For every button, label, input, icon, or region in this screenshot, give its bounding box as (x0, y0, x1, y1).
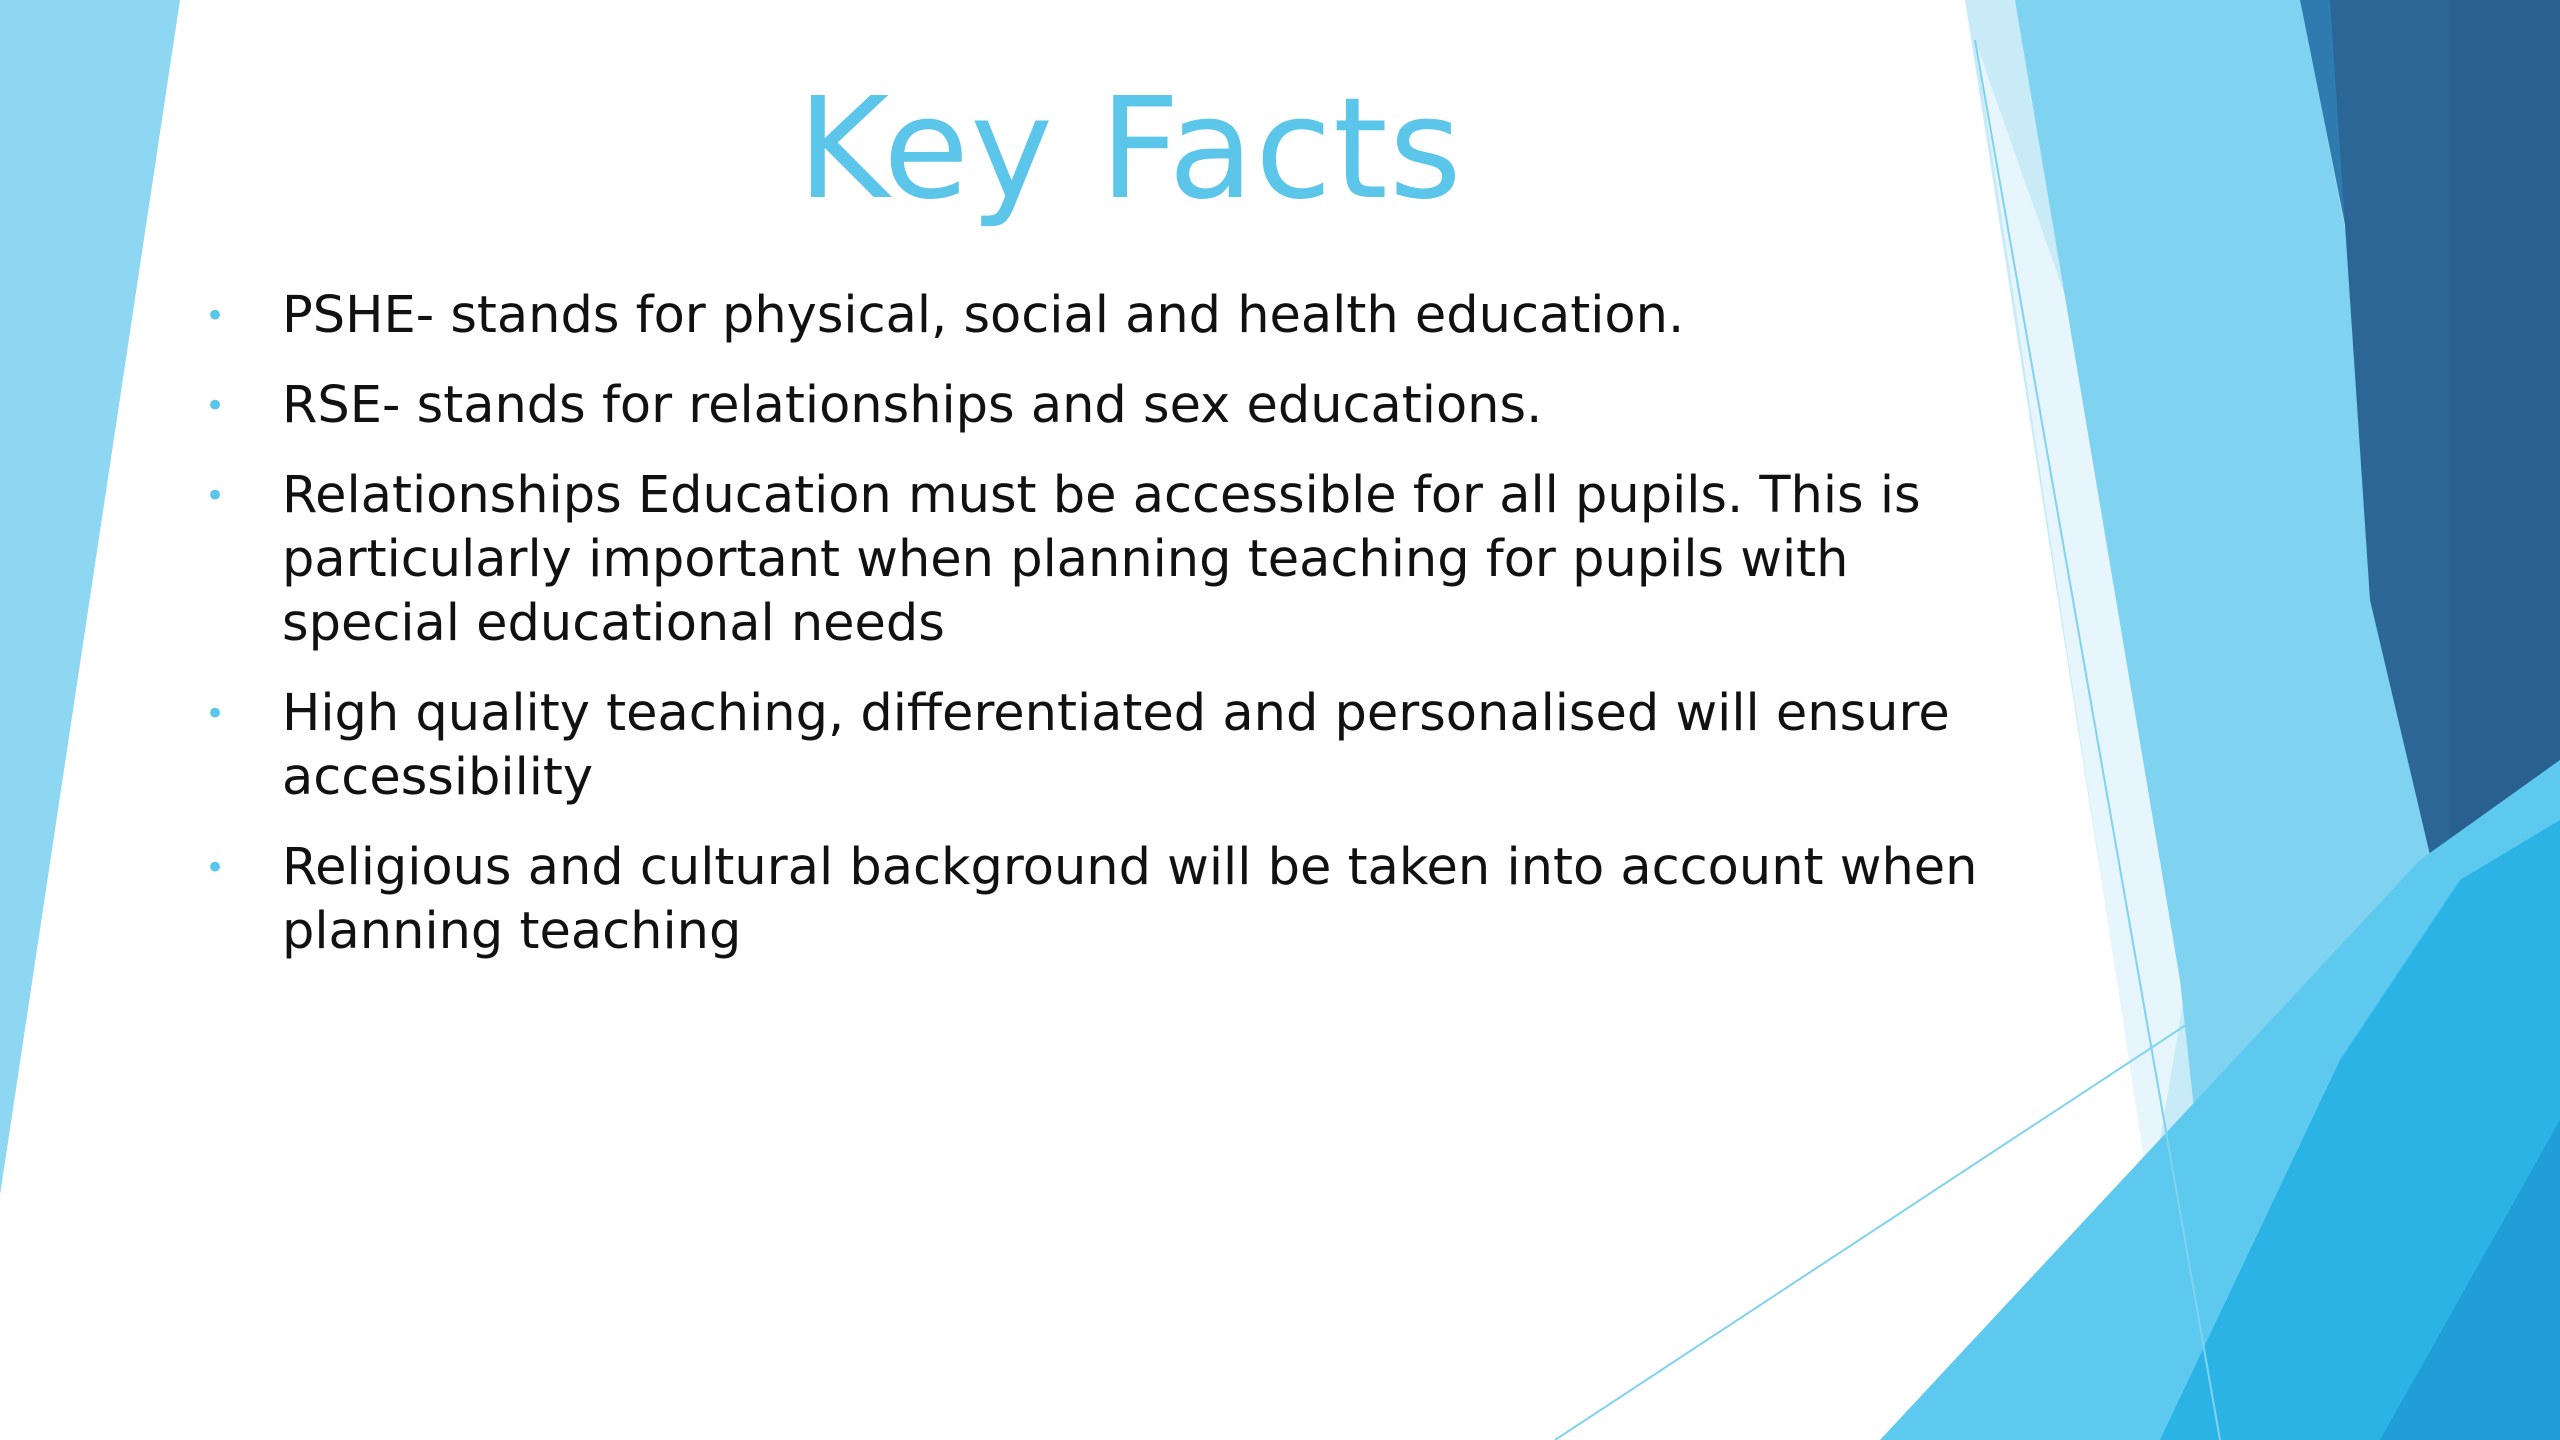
list-item (200, 284, 1980, 348)
list-item-text: PSHE- stands for physical, social and health education. (282, 286, 1685, 345)
bullet-icon: • (204, 848, 226, 888)
key-facts-list (200, 284, 1980, 990)
list-item (200, 836, 1980, 964)
list-item-text: High quality teaching, differentiated and personalised will ensure accessibility (282, 684, 1950, 807)
bullet-icon: • (204, 694, 226, 734)
bullet-icon: • (204, 296, 226, 336)
list-item (200, 374, 1980, 438)
list-item-text: Relationships Education must be accessible for all pupils. This is particularly important when planning teaching for pupils with special educational needs (282, 466, 1921, 653)
list-item-text: Religious and cultural background will be taken into account when planning teaching (282, 838, 1978, 961)
list-item (200, 464, 1980, 656)
list-item-text: RSE- stands for relationships and sex educations. (282, 376, 1543, 435)
bullet-icon: • (204, 476, 226, 516)
list-item (200, 682, 1980, 810)
bullet-icon: • (204, 386, 226, 426)
slide-title: Key Facts (797, 68, 1463, 231)
